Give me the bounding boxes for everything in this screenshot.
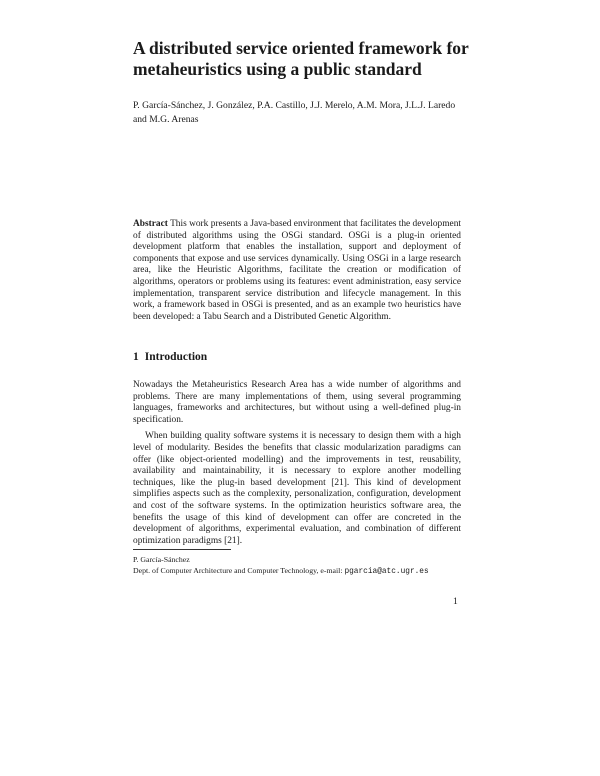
footnote [133, 554, 473, 579]
page-number: 1 [453, 596, 458, 607]
footnote-affiliation-line [133, 565, 473, 578]
introduction-body [133, 380, 461, 552]
footnote-email: pgarcia@atc.ugr.es [344, 568, 429, 577]
abstract-text: This work presents a Java-based environment that facilitates the development of distributed algorithms using the OSGi standard. OSGi is a plug-in oriented development platform that enables the installation, support and deployment of components that expose and use services dynamically. Using OSGi in a large research area, like the Heuristic Algorithms, facilitate the creation or modification of algorithms, operators or problems using its features: event administration, easy service implementation, transparent service distribution and lifecycle management. In this work, a framework based in OSGi is presented, and as an example two heuristics have been developed: a Tabu Search and a Distributed Genetic Algorithm. [133, 219, 461, 322]
section-number: 1 [133, 351, 139, 363]
footnote-rule [133, 549, 231, 550]
footnote-affiliation: Dept. of Computer Architecture and Computer Technology, e-mail: [133, 566, 343, 576]
author-list: P. García-Sánchez, J. González, P.A. Castillo, J.J. Merelo, A.M. Mora, J.L.J. Laredo and M.G. Arenas [133, 100, 456, 125]
section-heading [133, 351, 463, 363]
intro-paragraph: Nowadays the Metaheuristics Research Area has a wide number of algorithms and problems. There are many implementations of them, using several programming languages, frameworks and architectures, but without using a well-defined plug-in specification. [133, 380, 461, 425]
section-title: Introduction [144, 351, 208, 363]
paper-title: A distributed service oriented framework for metaheuristics using a public standard [133, 38, 469, 79]
abstract-label: Abstract [133, 219, 168, 229]
intro-paragraph: When building quality software systems it is necessary to design them with a high level of modularity. Besides the benefits that classic modularization paradigms can offer (like object-oriented modelling) and the improvements in test, reusability, availability and maintainability, it is necessary to explore another modelling techniques, like the plug-in based development [21]. This kind of development simplifies aspects such as the complexity, personalization, configuration, development and cost of the software systems. In the optimization heuristics software area, the benefits the usage of this kind of development can offer are concreted in the development of algorithms, experimental evaluation, and combination of different optimization paradigms [21]. [133, 431, 461, 546]
footnote-author: P. García-Sánchez [133, 555, 190, 564]
abstract [133, 219, 461, 323]
